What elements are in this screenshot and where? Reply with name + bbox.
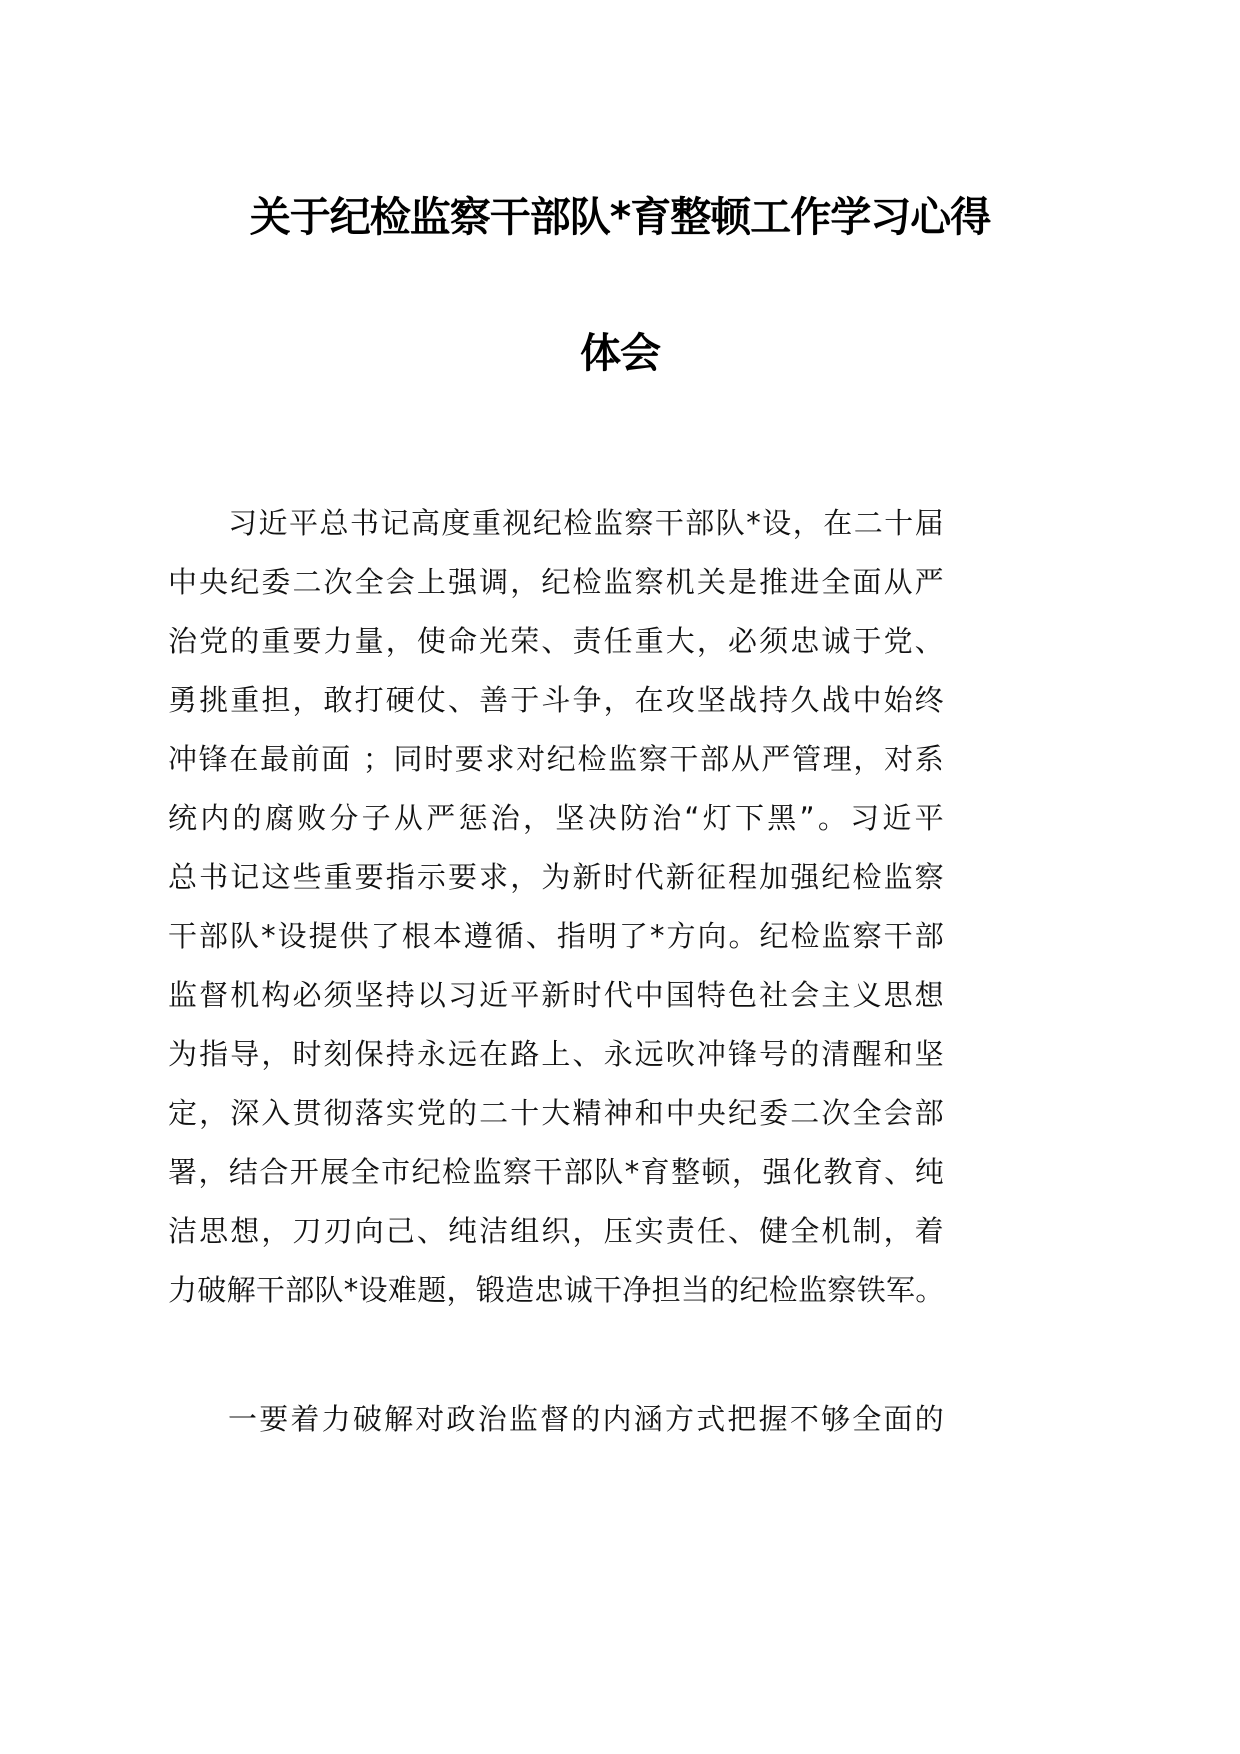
document-title-line-2: 体会: [580, 329, 660, 377]
paragraph-line: 定，深入贯彻落实党的二十大精神和中央纪委二次全会部: [168, 1096, 944, 1130]
paragraph-line: 为指导，时刻保持永远在路上、永远吹冲锋号的清醒和坚: [168, 1037, 944, 1071]
paragraph-line: 治党的重要力量，使命光荣、责任重大，必须忠诚于党、: [168, 624, 944, 658]
paragraph-line: 干部队*设提供了根本遵循、指明了*方向。纪检监察干部: [168, 919, 944, 953]
paragraph-line: 总书记这些重要指示要求，为新时代新征程加强纪检监察: [168, 860, 944, 894]
paragraph-line: 洁思想，刀刃向己、纯洁组织，压实责任、健全机制，着: [168, 1214, 944, 1248]
paragraph-line: 习近平总书记高度重视纪检监察干部队*设，在二十届: [228, 506, 944, 540]
paragraph-intro: [168, 494, 944, 1320]
paragraph-line: 冲锋在最前面 ；同时要求对纪检监察干部从严管理，对系: [168, 742, 944, 776]
paragraph-line: 勇挑重担，敢打硬仗、善于斗争，在攻坚战持久战中始终: [168, 683, 944, 717]
paragraph-line: 力破解干部队*设难题，锻造忠诚干净担当的纪检监察铁军。: [168, 1273, 945, 1307]
document-title-line-1: 关于纪检监察干部队*育整顿工作学习心得: [249, 193, 991, 241]
paragraph-line: 署，结合开展全市纪检监察干部队*育整顿，强化教育、纯: [168, 1155, 944, 1189]
paragraph-line: 一要着力破解对政治监督的内涵方式把握不够全面的: [228, 1402, 944, 1436]
paragraph-line: 监督机构必须坚持以习近平新时代中国特色社会主义思想: [168, 978, 944, 1012]
paragraph-line: 统内的腐败分子从严惩治，坚决防治“灯下黑”。习近平: [168, 801, 944, 835]
paragraph-line: 中央纪委二次全会上强调，纪检监察机关是推进全面从严: [168, 565, 944, 599]
paragraph-point-one: [168, 1390, 944, 1449]
